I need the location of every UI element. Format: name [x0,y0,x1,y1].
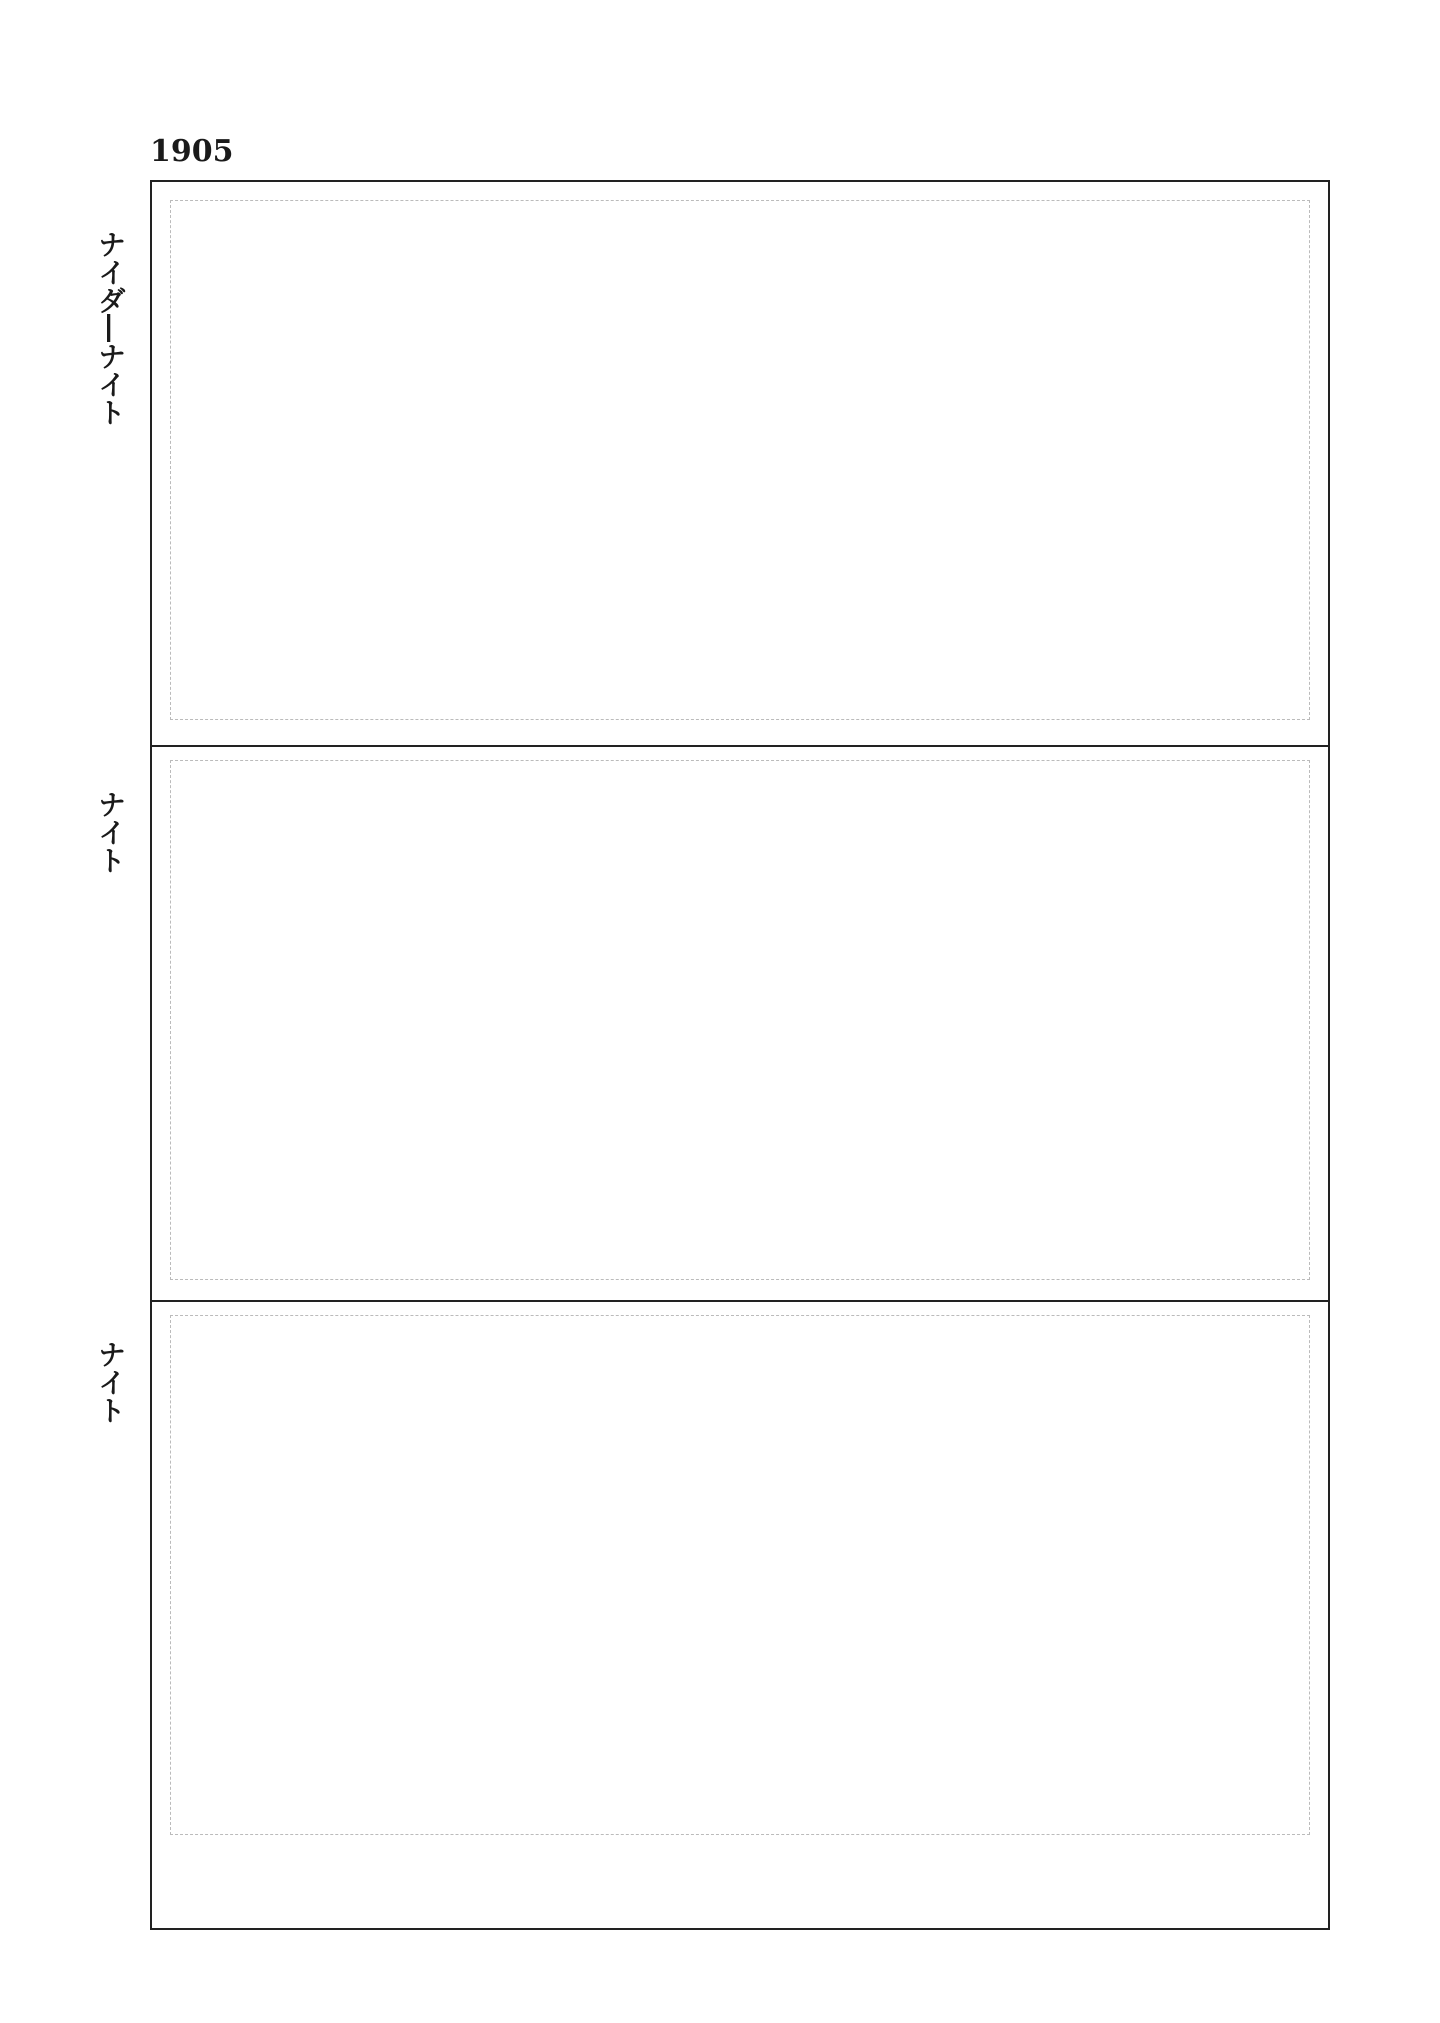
content-block-bottom [170,1315,1310,1835]
running-head: ナイト [94,1340,127,1424]
content-block-middle [170,760,1310,1280]
running-head: ナイト [94,790,127,874]
running-head: ナイダ―ナイト [94,230,127,426]
section-divider [150,1300,1330,1302]
section-divider [150,745,1330,747]
content-block-top [170,200,1310,720]
page-number: 1905 [150,134,234,169]
